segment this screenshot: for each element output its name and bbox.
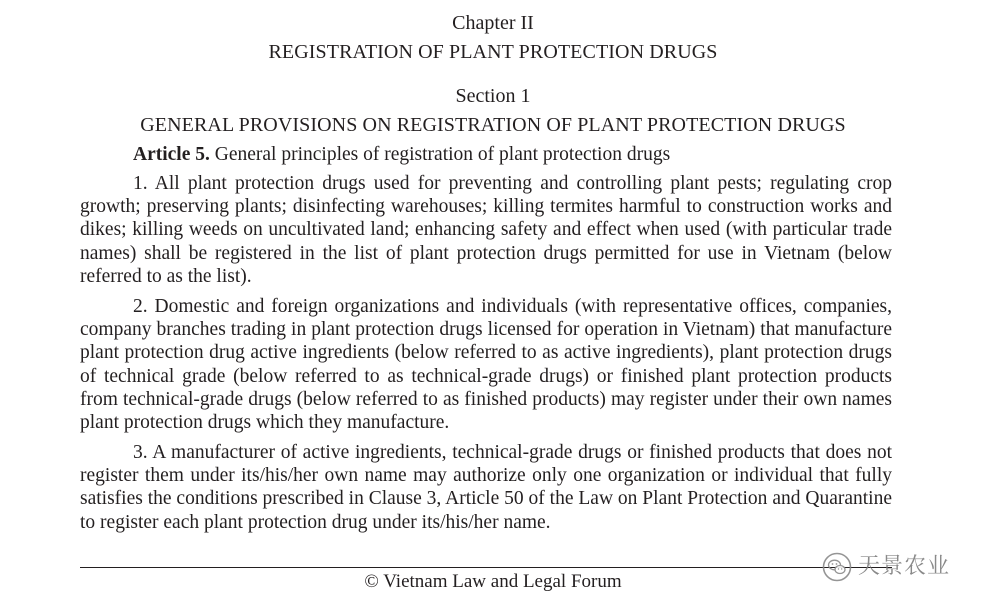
article-heading <box>133 143 670 167</box>
section-title: GENERAL PROVISIONS ON REGISTRATION OF PLANT PROTECTION DRUGS <box>140 114 846 136</box>
clause-2: 2. Domestic and foreign organizations and individuals (with representative offices, companies, company branches trading in plant protection drugs licensed for operation in Vietnam) that manufacture plant protection drug active ingredients (below referred to as active ingredients), plant protection drugs of technical grade (below referred to as technical-grade drugs) or finished plant protection products from technical-grade drugs (below referred to as finished products) may register under their own names plant protection drugs which they manufacture. <box>80 296 892 434</box>
watermark-text: 天景农业 <box>858 554 951 579</box>
section-number: Section 1 <box>455 85 531 107</box>
chapter-number: Chapter II <box>452 12 534 34</box>
clause-1: 1. All plant protection drugs used for preventing and controlling plant pests; regulating crop growth; preserving plants; disinfecting warehouses; killing termites harmful to construction works and dikes; killing weeds on uncultivated land; enhancing safety and effect when used (with particular trade names) shall be registered in the list of plant protection drugs permitted for use in Vietnam (below referred to as the list). <box>80 173 892 287</box>
wechat-icon <box>822 552 852 582</box>
footer-copyright: © Vietnam Law and Legal Forum <box>364 571 622 592</box>
chapter-title: REGISTRATION OF PLANT PROTECTION DRUGS <box>268 41 718 63</box>
clause-3: 3. A manufacturer of active ingredients, technical-grade drugs or finished products that does not register them under its/his/her own name may authorize only one organization or individual that fully satisfies the conditions prescribed in Clause 3, Article 50 of the Law on Plant Protection and Quarantine to register each plant protection drug under its/his/her name. <box>80 442 892 533</box>
article-title: General principles of registration of plant protection drugs <box>214 144 671 165</box>
article-number: Article 5. <box>133 144 210 165</box>
watermark <box>822 549 950 585</box>
footer-divider <box>80 567 892 568</box>
